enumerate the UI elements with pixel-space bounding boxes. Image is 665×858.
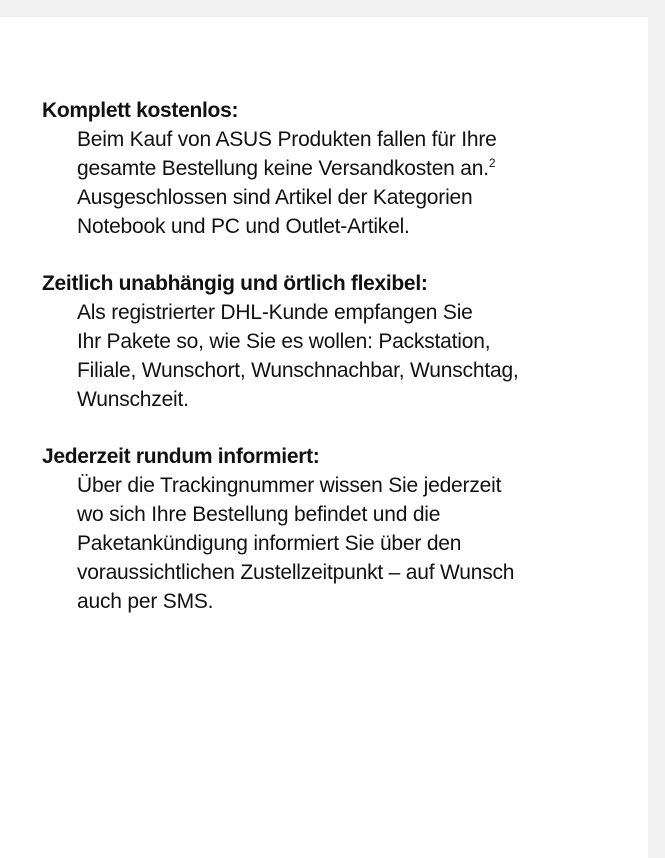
text-line: gesamte Bestellung keine Versandkosten an.$^2$: [77, 156, 496, 180]
text-line: Als registrierter DHL-Kunde empfangen Sie: [77, 301, 473, 324]
text-line: auch per SMS.: [77, 590, 214, 613]
section-text: [77, 298, 602, 414]
text-line: Über die Trackingnummer wissen Sie jederzeit: [77, 474, 502, 497]
text-line: Notebook und PC und Outlet-Artikel.: [77, 215, 410, 238]
shipping-benefits: [42, 96, 602, 644]
text-line: voraussichtlichen Zustellzeitpunkt – auf Wunsch: [77, 561, 515, 584]
section-title: Zeitlich unabhängig und örtlich flexibel:: [42, 272, 428, 295]
text-line: Ihr Pakete so, wie Sie es wollen: Packstation,: [77, 330, 491, 353]
text-line: Wunschzeit.: [77, 388, 189, 411]
text-line: Beim Kauf von ASUS Produkten fallen für Ihre: [77, 128, 497, 151]
section-free-shipping: [42, 96, 602, 241]
text-line: Ausgeschlossen sind Artikel der Kategorien: [77, 186, 473, 209]
section-text: [77, 125, 602, 241]
section-title: Jederzeit rundum informiert:: [42, 445, 320, 468]
footnote-marker: 2: [488, 156, 496, 170]
text-line: Filiale, Wunschort, Wunschnachbar, Wunschtag,: [77, 359, 519, 382]
section-tracking: [42, 442, 602, 616]
content-panel: [0, 17, 648, 858]
text-line: wo sich Ihre Bestellung befindet und die: [77, 503, 441, 526]
section-text: [77, 471, 602, 616]
text-line: Paketankündigung informiert Sie über den: [77, 532, 462, 555]
section-title: Komplett kostenlos:: [42, 99, 239, 122]
section-flexible-delivery: [42, 269, 602, 414]
